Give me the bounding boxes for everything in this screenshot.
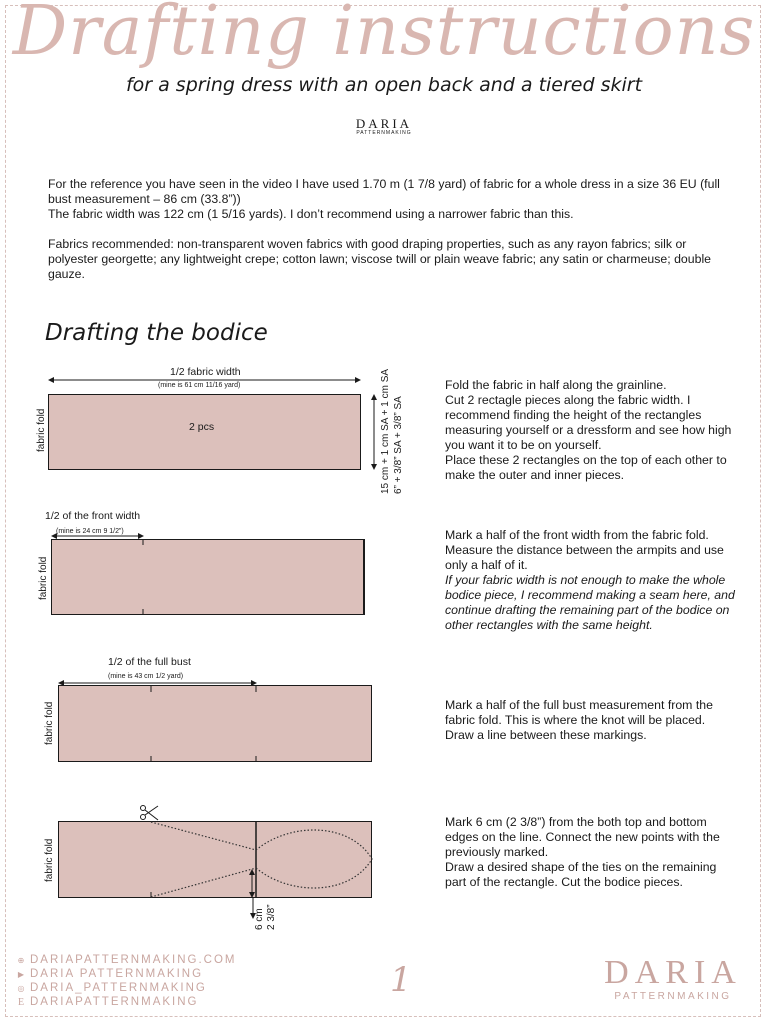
etsy-icon: E: [17, 996, 25, 1008]
footer-link-youtube[interactable]: [16, 967, 237, 981]
footer-logo: [598, 955, 748, 1002]
diagram-4-fold-label: fabric fold: [44, 838, 55, 882]
diagram-1-height-in: 6” + 3/8” SA + 3/8” SA: [393, 396, 404, 494]
web-icon: ⊕: [17, 955, 25, 965]
diagram-1-width-label: 1/2 fabric width: [170, 366, 241, 378]
diagram-1-description-text: Fold the fabric in half along the grainline. Cut 2 rectagle pieces along the fabric width. I recommend finding the height of the rectangles measuring yourself or a dressform and see how high you want it to be on yourself. Place these 2 rectangles on the top of each other to make the outer and inner pieces.: [445, 378, 732, 482]
diagram-4-description: [445, 815, 735, 890]
footer-logo-name: DARIA: [604, 954, 742, 991]
diagram-2-description: [445, 528, 735, 633]
diagram-3-width-note: (mine is 43 cm 1/2 yard): [108, 673, 184, 680]
diagram-3-description: [445, 698, 735, 743]
diagram-2-width-note: (mine is 24 cm 9 1/2”): [56, 528, 124, 535]
diagram-1-height-cm: 15 cm + 1 cm SA + 1 cm SA: [380, 368, 391, 494]
diagram-2-description-text: Mark a half of the front width from the fabric fold. Measure the distance between the armpits and use only a half of it.: [445, 528, 724, 572]
intro-paragraph-1: For the reference you have seen in the video I have used 1.70 m (1 7/8 yard) of fabric for a whole dress in a size 36 EU (full bust measurement – 86 cm (33.8”)): [48, 177, 720, 206]
section-title: Drafting the bodice: [45, 320, 268, 346]
diagram-4-cut-line-2: [151, 868, 256, 897]
header-logo-sub: PATTERNMAKING: [356, 130, 412, 136]
footer-link-etsy-text: DARIAPATTERNMAKING: [30, 996, 199, 1008]
diagram-1-fold-label: fabric fold: [36, 408, 47, 452]
diagram-2-fold-label: fabric fold: [38, 556, 49, 600]
diagram-1-width-note: (mine is 61 cm 11/16 yard): [158, 382, 241, 389]
diagram-2-width-label: 1/2 of the front width: [45, 510, 141, 522]
diagram-2-description-note: If your fabric width is not enough to make the whole bodice piece, I recommend making a seam here, and continue drafting the remaining part of the bodice on other rectangles with the same height.: [445, 573, 735, 632]
footer-link-youtube-text: DARIA PATTERNMAKING: [30, 968, 204, 980]
diagram-4-tie-shape: [256, 830, 372, 888]
scissors-icon: [141, 806, 159, 821]
footer-link-website-text: DARIAPATTERNMAKING.COM: [30, 954, 237, 966]
footer-link-instagram[interactable]: [16, 981, 237, 995]
diagram-4-description-text: Mark 6 cm (2 3/8”) from the both top and bottom edges on the line. Connect the new points with the previously marked. Draw a desired shape of the ties on the remaining part of the rectangle. Cut the bodice pieces.: [445, 815, 720, 889]
footer-logo-sub: PATTERNMAKING: [614, 991, 732, 1002]
diagram-4-cut-line: [151, 822, 256, 850]
instagram-icon: ◎: [17, 983, 25, 993]
footer-link-etsy[interactable]: [16, 995, 237, 1009]
footer-link-website[interactable]: [16, 953, 237, 967]
diagram-3-width-label: 1/2 of the full bust: [108, 656, 191, 668]
diagram-3-fold-label: fabric fold: [44, 701, 55, 745]
footer-link-instagram-text: DARIA_PATTERNMAKING: [30, 982, 207, 994]
diagram-4-mark-cm: 6 cm: [254, 908, 265, 930]
diagram-3-description-text: Mark a half of the full bust measurement from the fabric fold. This is where the knot will be placed. Draw a line between these markings.: [445, 698, 713, 742]
intro-paragraph-3: Fabrics recommended: non-transparent woven fabrics with good draping properties, such as any rayon fabrics; silk or polyester georgette; any lightweight crepe; cotton lawn; viscose twill or plain weave fabric; any satin or charmeuse; double gauze.: [48, 237, 712, 281]
footer-links: [16, 953, 237, 1009]
diagram-1-center-label: 2 pcs: [189, 421, 215, 433]
page-title: Drafting instructions: [12, 0, 756, 71]
intro-paragraph-2: The fabric width was 122 cm (1 5/16 yards). I don’t recommend using a narrower fabric than this.: [48, 207, 574, 221]
youtube-icon: ▶: [17, 969, 25, 979]
page-number: 1: [390, 960, 412, 1000]
page-subtitle: for a spring dress with an open back and a tiered skirt: [125, 74, 643, 96]
diagram-4-mark-in: 2 3/8”: [266, 904, 277, 930]
header-logo-name: DARIA: [355, 116, 413, 131]
diagram-1-description: [445, 378, 735, 483]
